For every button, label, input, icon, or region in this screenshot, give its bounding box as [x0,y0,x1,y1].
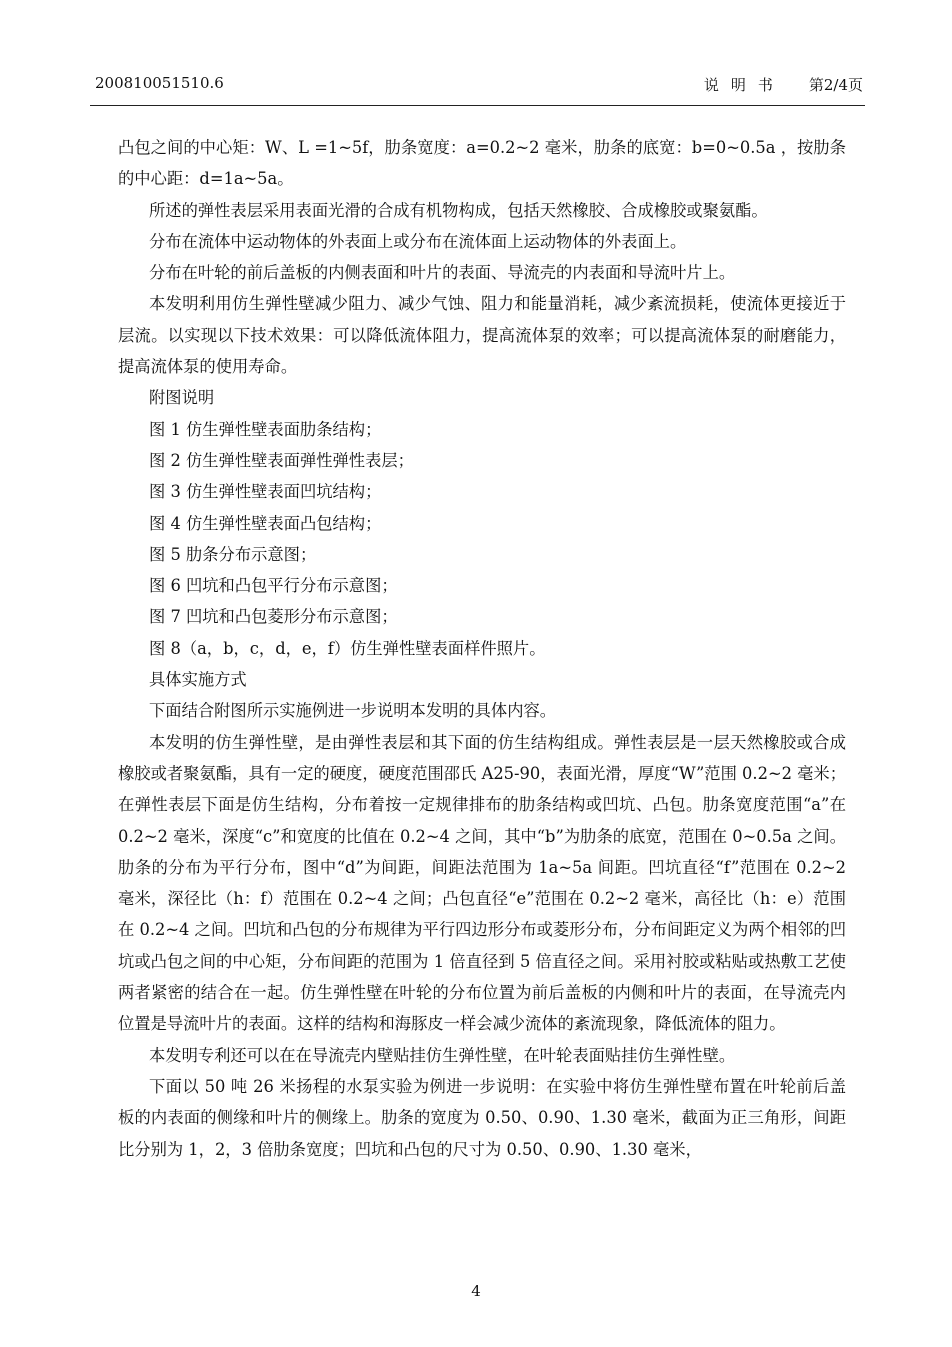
page-number: 4 [471,1282,481,1300]
section-heading-embodiment: 具体实施方式 [149,670,247,690]
figure-caption-4: 图 4 仿生弹性壁表面凸包结构； [149,513,382,533]
figure-caption-5: 图 5 肋条分布示意图； [149,544,317,564]
application-number: 200810051510.6 [95,74,224,92]
header-right [704,74,863,95]
section-heading-figures: 附图说明 [149,388,215,408]
figure-caption-6: 图 6 凹坑和凸包平行分布示意图； [149,576,398,596]
paragraph-effects: 本发明利用仿生弹性壁减少阻力、减少气蚀、阻力和能量消耗，减少紊流损耗，使流体更接近于层流。以实现以下技术效果：可以降低流体阻力，提高流体泵的效率；可以提高流体泵的耐磨能力，提高流体泵的使用寿命。 [118,294,846,377]
figure-caption-3: 图 3 仿生弹性壁表面凹坑结构； [149,482,382,502]
page-header [95,74,863,102]
paragraph-structure-details: 本发明的仿生弹性壁，是由弹性表层和其下面的仿生结构组成。弹性表层是一层天然橡胶或合成橡胶或者聚氨酯，具有一定的硬度，硬度范围邵氏 A25-90，表面光滑，厚度“W”范围 0.2~2 毫米；在弹性表层下面是仿生结构，分布着按一定规律排布的肋条结构或凹坑、凸包。肋条宽度范围“a”在 0.2~2 毫米，深度“c”和宽度的比值在 0.2~4 之间，其中“b”为肋条的底宽，范围在 0~0.5a 之间。肋条的分布为平行分布，图中“d”为间距，间距法范围为 1a~5a 间距。凹坑直径“f”范围在 0.2~2 毫米，深径比（h：f）范围在 0.2~4 之间；凸包直径“e”范围在 0.2~2 毫米，高径比（h：e）范围在 0.2~4 之间。凹坑和凸包的分布规律为平行四边形分布或菱形分布，分布间距定义为两个相邻的凹坑或凸包之间的中心矩，分布间距的范围为 1 倍直径到 5 倍直径之间。采用衬胶或粘贴或热敷工艺使两者紧密的结合在一起。仿生弹性壁在叶轮的分布位置为前后盖板的内侧和叶片的表面，在导流壳内位置是导流叶片的表面。这样的结构和海豚皮一样会减少流体的紊流现象，降低流体的阻力。 [118,732,846,1034]
figure-caption-8: 图 8（a，b，c，d，e，f）仿生弹性壁表面样件照片。 [149,638,546,658]
figure-caption-7: 图 7 凹坑和凸包菱形分布示意图； [149,607,398,627]
figure-caption-2: 图 2 仿生弹性壁表面弹性弹性表层； [149,450,414,470]
paragraph-continuation: 凸包之间的中心矩：W、L =1~5f，肋条宽度：a=0.2~2 毫米，肋条的底宽：b=0~0.5a ，按肋条的中心距：d=1a~5a。 [118,138,846,189]
paragraph-distribution-outer: 分布在流体中运动物体的外表面上或分布在流体面上运动物体的外表面上。 [149,231,687,251]
figure-caption-1: 图 1 仿生弹性壁表面肋条结构； [149,419,382,439]
document-type: 说明书 [703,76,785,94]
paragraph-distribution-impeller: 分布在叶轮的前后盖板的内侧表面和叶片的表面、导流壳的内表面和导流叶片上。 [149,263,736,283]
document-body [118,132,846,1165]
header-rule [90,105,865,106]
paragraph-embodiment-intro: 下面结合附图所示实施例进一步说明本发明的具体内容。 [149,701,557,721]
paragraph-experiment: 下面以 50 吨 26 米扬程的水泵实验为例进一步说明：在实验中将仿生弹性壁布置在叶轮前后盖板的内表面的侧缘和叶片的侧缘上。肋条的宽度为 0.50、0.90、1.30 毫米，截面为正三角形，间距比分别为 1，2，3 倍肋条宽度；凹坑和凸包的尺寸为 0.50、0.90、1.30 毫米， [118,1076,846,1159]
page-label: 第2/4页 [808,76,863,94]
paragraph-elastic-layer: 所述的弹性表层采用表面光滑的合成有机物构成，包括天然橡胶、合成橡胶或聚氨酯。 [149,200,768,220]
paragraph-patent-application: 本发明专利还可以在在导流壳内壁贴挂仿生弹性壁，在叶轮表面贴挂仿生弹性壁。 [149,1045,736,1065]
